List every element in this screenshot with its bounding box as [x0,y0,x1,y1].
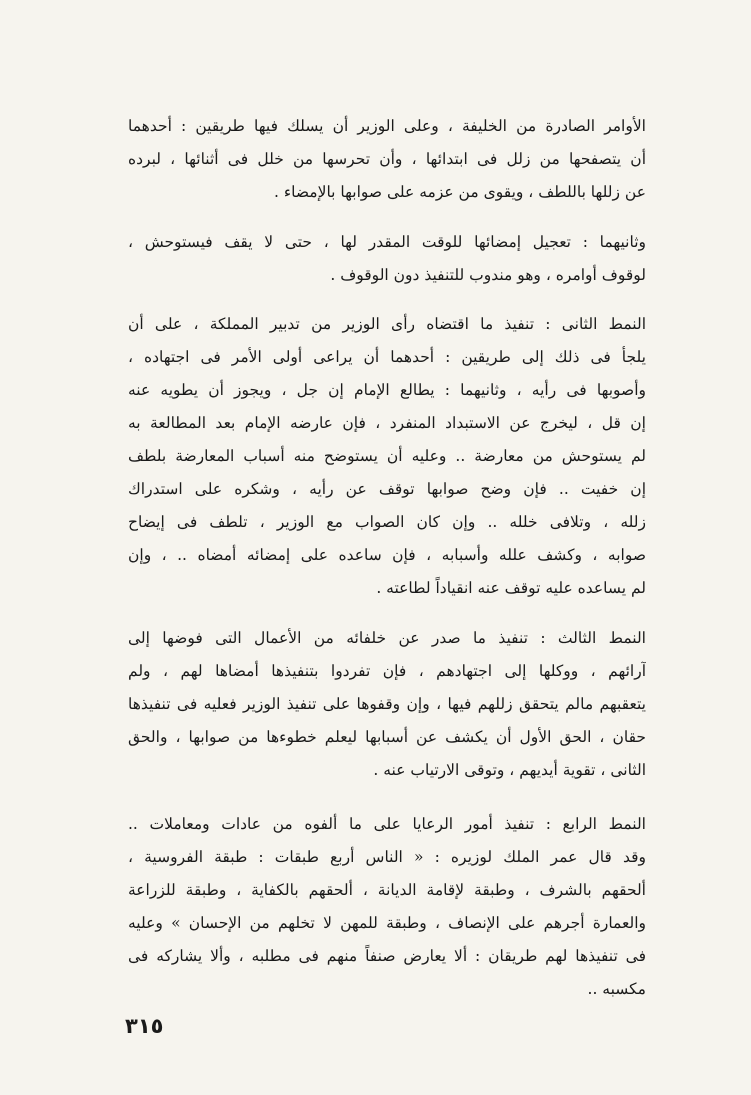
paragraph-2 [128,226,646,292]
text-line: إن قل ، ليخرج عن الاستبداد المنفرد ، فإن عارضه الإمام بعد المطالعة به [128,414,646,432]
text-line: النمط الرابع : تنفيذ أمور الرعايا على ما ألفوه من عادات ومعاملات .. [128,815,646,833]
text-line: وثانيهما : تعجيل إمضائها للوقت المقدر لها ، حتى لا يقف فيستوحش ، [128,233,646,251]
paragraph-3 [128,308,646,605]
text-line: عن زللها باللطف ، ويقوى من عزمه على صوابها بالإمضاء . [274,183,646,201]
text-line: إن خفيت .. فإن وضح صوابها توقف عن رأيه ، وشكره على استدراك [128,480,646,498]
paragraph-4 [128,622,646,787]
text-line: زلله ، وتلافى خلله .. وإن كان الصواب مع الوزير ، تلطف فى إيضاح [128,513,646,531]
text-line: فى تنفيذها لهم طريقان : ألا يعارض صنفاً منهم فى مطلبه ، وألا يشاركه فى [128,947,646,965]
text-line: يتعقبهم مالم يتحقق زللهم فيها ، وإن وقفوها على تنفيذ الوزير فعليه فى تنفيذها [128,695,646,713]
text-line: آرائهم ، ووكلها إلى اجتهادهم ، فإن تفردوا بتنفيذها أمضاها لهم ، ولم [128,662,646,680]
text-line: لم يستوحش من معارضة .. وعليه أن يستوضح منه أسباب المعارضة بلطف [128,447,646,465]
text-line: مكسبه .. [587,980,646,998]
text-line: يلجأ فى ذلك إلى طريقين : أحدهما أن يراعى أولى الأمر فى اجتهاده ، [128,348,646,366]
paragraph-1 [128,110,646,209]
text-line: لم يساعده عليه توقف عنه انقياداً لطاعته . [376,579,646,597]
paragraph-5 [128,808,646,1006]
text-line: والعمارة أجرهم على الإنصاف ، وطبقة للمهن لا تخلهم من الإحسان » وعليه [128,914,646,932]
text-line: الثانى ، تقوية أيديهم ، وتوقى الارتياب عنه . [373,761,646,779]
text-line: النمط الثانى : تنفيذ ما اقتضاه رأى الوزير من تدبير المملكة ، على أن [128,315,646,333]
text-line: ألحقهم بالشرف ، وطبقة لإقامة الديانة ، ألحقهم بالكفاية ، وطبقة للزراعة [128,881,646,899]
text-line: حقان ، الحق الأول أن يكشف عن أسبابها ليعلم خطوءها من صوابها ، والحق [128,728,646,746]
text-line: الأوامر الصادرة من الخليفة ، وعلى الوزير أن يسلك فيها طريقين : أحدهما [128,117,646,135]
text-line: وقد قال عمر الملك لوزيره : « الناس أربع طبقات : طبقة الفروسية ، [128,848,646,866]
text-line: النمط الثالث : تنفيذ ما صدر عن خلفائه من الأعمال التى فوضها إلى [128,629,646,647]
text-line: لوقوف أوامره ، وهو مندوب للتنفيذ دون الوقوف . [330,266,646,284]
text-line: صوابه ، وكشف علله وأسبابه ، فإن ساعده على إمضائه أمضاه .. ، وإن [128,546,646,564]
text-line: وأصوبها فى رأيه ، وثانيهما : يطالع الإمام إن جل ، ويجوز أن يطويه عنه [128,381,646,399]
text-line: أن يتصفحها من زلل فى ابتدائها ، وأن تحرسها من خلل فى أثنائها ، لبرده [128,150,646,168]
page-number: ٣١٥ [125,1014,164,1038]
